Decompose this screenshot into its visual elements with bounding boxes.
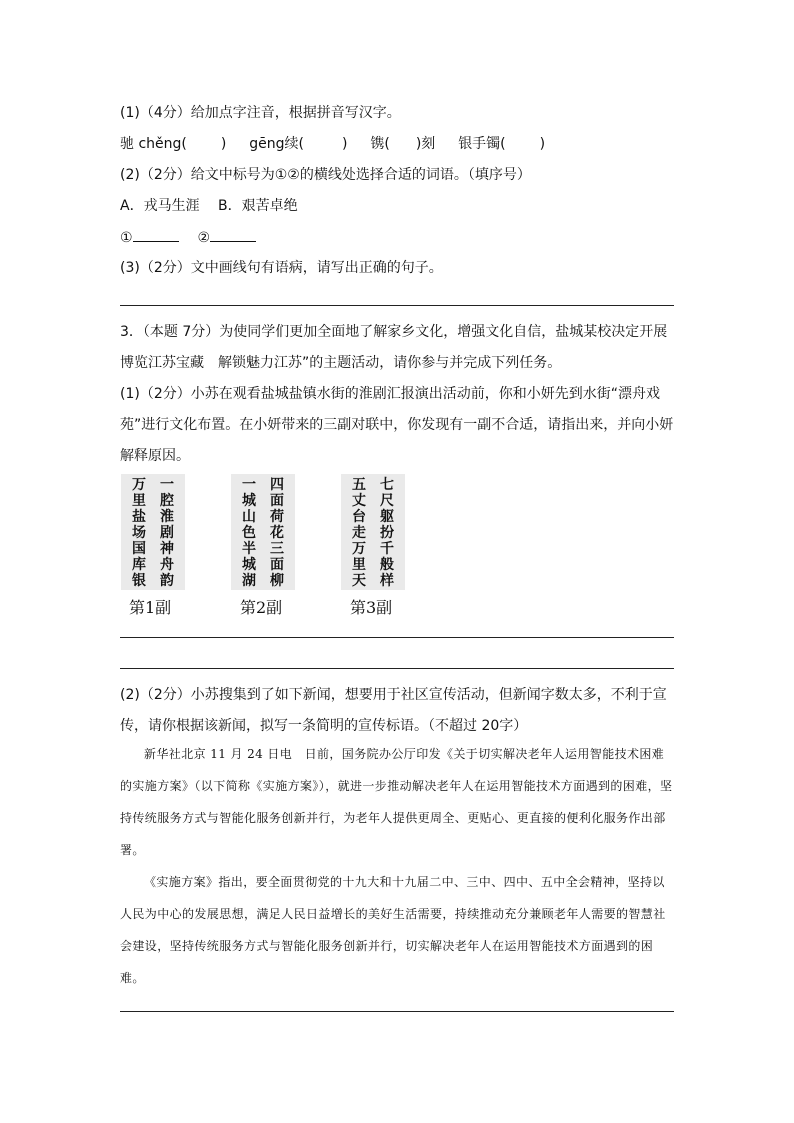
blank-1-line[interactable] — [133, 227, 179, 242]
couplet-caption-3: 第3副 — [350, 598, 393, 617]
blank-1-label: ① — [120, 230, 133, 246]
answer-line-1[interactable] — [120, 305, 674, 306]
pinyin-item-1: 驰 chěng( ) — [120, 136, 227, 152]
blank-row — [120, 227, 256, 248]
couplet-caption-2: 第2副 — [240, 598, 283, 617]
blank-2-label: ② — [197, 230, 211, 246]
pinyin-item-4: 银手镯( ) — [458, 136, 546, 152]
answer-line-2[interactable] — [120, 637, 674, 638]
q3-intro: 3．（本题 7分）为使同学们更加全面地了解家乡文化，增强文化自信，盐城某校决定开展博览江苏宝藏 解锁魅力江苏”的主题活动，请你参与并完成下列任务。 — [120, 324, 668, 371]
q3-sub1: (1)（2分）小苏在观看盐城盐镇水街的淮剧汇报演出活动前，你和小妍先到水街“漂舟戏苑”进行文化布置。在小妍带来的三副对联中，你发现有一副不合适，请指出来，并向小妍解释原因。 — [120, 386, 674, 464]
couplet-image-3 — [341, 474, 405, 590]
news-paragraph-2: 《实施方案》指出，要全面贯彻党的十九大和十九届二中、三中、四中、五中全会精神，坚持以人民为中心的发展思想，满足人民日益增长的美好生活需要，持续推动充分兼顾老年人需要的智慧社会建设，坚持传统服务方式与智能化服务创新并行，切实解决老年人在运用智能技术方面遇到的困难。 — [120, 875, 666, 985]
couplet-3-right: 七 尺 躯 扮 千 般 样 — [380, 477, 394, 589]
couplet-3-left: 五 丈 台 走 万 里 天 — [352, 477, 366, 589]
q1-part3: (3)（2分）文中画线句有语病，请写出正确的句子。 — [120, 260, 443, 276]
answer-line-3[interactable] — [120, 668, 674, 669]
blank-2-line[interactable] — [210, 227, 256, 242]
q3-sub2: (2)（2分）小苏搜集到了如下新闻，想要用于社区宣传活动，但新闻字数太多，不利于宣传，请你根据该新闻，拟写一条简明的宣传标语。（不超过 20字） — [120, 687, 667, 734]
pinyin-item-3: 镌( )刻 — [370, 136, 436, 152]
pinyin-item-2: gēng续( ) — [249, 136, 348, 152]
couplet-1-left: 万 里 盐 场 国 库 银 — [132, 477, 146, 589]
q1-part1: (1)（4分）给加点字注音，根据拼音写汉字。 — [120, 105, 401, 121]
news-paragraph-1: 新华社北京 11 月 24 日电 日前，国务院办公厅印发《关于切实解决老年人运用智能技术困难的实施方案》（以下简称《实施方案》），就进一步推动解决老年人在运用智能技术方面遇到的困难，坚持传统服务方式与智能化服务创新并行，为老年人提供更周全、更贴心、更直接的便利化服务作出部署。 — [120, 747, 673, 857]
couplet-1-right: 一 腔 淮 剧 神 舟 韵 — [160, 477, 174, 589]
couplet-2-left: 一 城 山 色 半 城 湖 — [242, 477, 256, 589]
q1-options: A．戎马生涯 B．艰苦卓绝 — [120, 198, 298, 214]
couplet-2-right: 四 面 荷 花 三 面 柳 — [270, 477, 284, 589]
news-article — [120, 738, 676, 994]
couplet-caption-1: 第1副 — [129, 598, 172, 617]
q1-part2: (2)（2分）给文中标号为①②的横线处选择合适的词语。（填序号） — [120, 167, 531, 183]
couplet-image-2 — [231, 474, 295, 590]
pinyin-row — [120, 134, 545, 154]
couplet-image-1 — [121, 474, 185, 590]
answer-line-4[interactable] — [120, 1011, 674, 1012]
